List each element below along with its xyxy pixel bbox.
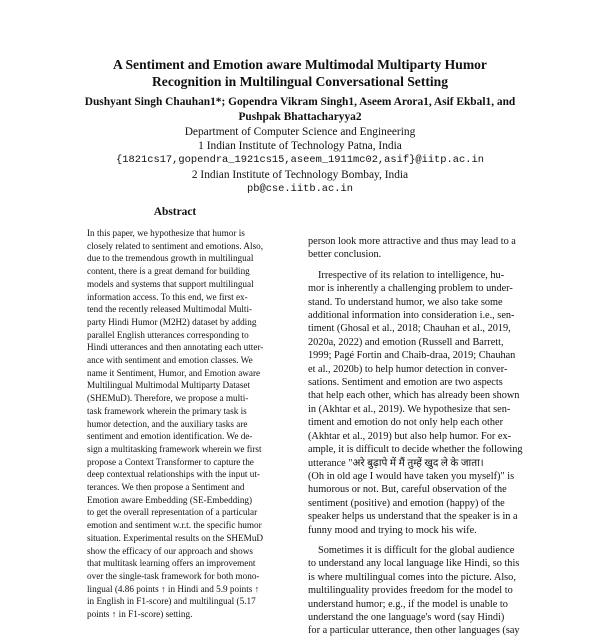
text-line: Multilingual Multimodal Multiparty Dataset (87, 380, 251, 391)
text-line: better conclusion. (308, 249, 382, 261)
text-line: lingual (4.86 points ↑ in Hindi and 5.9 points ↑ (87, 583, 260, 594)
text-line: (SHEMuD). Therefore, we propose a multi- (87, 393, 249, 404)
text-line: (Oh in old age I would have taken you myself)" is (308, 470, 515, 482)
text-line: Irrespective of its relation to intelligence, hu- (318, 269, 505, 281)
text-line: content, there is a great demand for building (87, 266, 250, 277)
text-line: show the efficacy of our approach and shows (87, 545, 253, 556)
text-line: Sometimes it is difficult for the global audience (318, 544, 515, 556)
text-line: to understand any local language like Hindi, so this (308, 558, 520, 570)
text-line: parallel English utterances corresponding to (87, 329, 249, 340)
text-line: additional information into consideration i.e., sen- (308, 310, 515, 322)
text-line: propose a Context Transformer to capture the (87, 456, 254, 467)
text-line: utterance "अरे बुढ़ापे में मैं तुम्हें खुद ले के जाता। (308, 457, 484, 469)
text-line: sentiment (positive) and emotion (happy) of the (308, 497, 505, 509)
institution-1: 1 Indian Institute of Technology Patna, India (198, 140, 402, 153)
email-2: pb@cse.iitb.ac.in (246, 182, 353, 195)
text-line: points ↑ in F1-score) setting. (87, 609, 193, 620)
text-line: person look more attractive and thus may lead to a (308, 236, 516, 247)
authors-line-1: Dushyant Singh Chauhan1*; Gopendra Vikram Singh1, Aseem Arora1, Asif Ekbal1, and (84, 96, 516, 108)
author-list (50, 95, 550, 125)
text-line: in English in F1-score) and multilingual (5.17 (87, 596, 256, 607)
text-line: multilinguality provides freedom for the model to (308, 585, 513, 597)
institution-2: 2 Indian Institute of Technology Bombay, India (191, 168, 409, 181)
text-line: closely related to sentiment and emotions. Also, (87, 240, 264, 251)
text-line: task framework wherein the primary task is (87, 405, 247, 416)
text-line: funny mood and trying to mock his wife. (308, 524, 477, 536)
paragraph-1 (308, 235, 538, 262)
text-line: 2020a, 2022) and emotion (Russell and Barrett, (308, 336, 504, 348)
abstract-heading: Abstract (153, 206, 197, 218)
text-line: In this paper, we hypothesize that humor is (87, 228, 245, 238)
authors-line-2: Pushpak Bhattacharyya2 (238, 111, 362, 123)
text-line: sentiment and emotion identification. We de- (87, 431, 253, 442)
text-line: information access. To this end, we first ex- (87, 291, 248, 302)
text-line: models and systems that support multilingual (87, 278, 254, 289)
text-line: deep contextual relationships with the input ut- (87, 469, 260, 480)
text-line: due to the tremendous growth in multilingual (87, 253, 254, 264)
text-line: Emotion aware Embedding (SE-Embedding) (87, 494, 253, 505)
text-line: for a particular utterance, then other languages (say (308, 625, 520, 637)
title-line-2: Recognition in Multilingual Conversational Setting (151, 74, 449, 89)
text-line: timent (Ghosal et al., 2018; Chauhan et al., 2019, (308, 323, 511, 335)
text-line: Hindi utterances and then annotating each utter- (87, 342, 264, 353)
text-line: timent and emotion do not only help each other (308, 417, 504, 429)
text-line: emotion and sentiment w.r.t. the specific humor (87, 520, 262, 531)
text-line: mor is inherently a challenging problem to under- (308, 283, 513, 295)
paragraph-2 (308, 269, 538, 537)
text-line: 1999; Pagé Fortin and Chaib-draa, 2019; Chauhan (308, 350, 516, 362)
text-line: stand. To understand humor, we also take some (308, 296, 503, 308)
text-line: et al., 2020b) to help humor detection in conver- (308, 363, 508, 375)
text-line: humorous or not. But, careful observation of the (308, 484, 507, 496)
text-line: that multitask learning offers an improvement (87, 558, 256, 569)
department: Department of Computer Science and Engineering (184, 126, 416, 138)
text-line: situation. Experimental results on the SHEMuD (87, 532, 264, 543)
text-line: to get the overall representation of a particular (87, 507, 258, 518)
abstract-body (87, 227, 277, 621)
text-line: (Akhtar et al., 2019) but also help humor. For ex- (308, 430, 512, 442)
text-line: is where multilingual comes into the picture. Also, (308, 571, 516, 583)
text-line: tend the recently released Multimodal Multi- (87, 304, 253, 315)
text-line: understand the one language's word (say Hindi) (308, 611, 505, 623)
text-line: sign a multitasking framework wherein we first (87, 443, 262, 454)
text-line: terances. We then propose a Sentiment and (87, 482, 245, 493)
text-line: speaker helps us understand that the speaker is in a (308, 511, 518, 523)
paragraph-3 (308, 544, 538, 638)
text-line: name it Sentiment, Humor, and Emotion aware (87, 367, 261, 378)
text-line: in (Akhtar et al., 2019). We hypothesize that sen- (308, 403, 511, 415)
text-line: over the single-task framework for both mono- (87, 570, 260, 581)
text-line: ample, it is difficult to decide whether the following (308, 444, 523, 456)
text-line: sations. Sentiment and emotion are two aspects (308, 377, 503, 389)
text-line: that help each other, which has already been shown (308, 390, 520, 402)
body-column-right (308, 235, 538, 638)
affiliations (50, 125, 550, 196)
paper-title (60, 56, 540, 90)
text-line: ance with sentiment and emotion classes. We (87, 355, 253, 366)
text-line: party Hindi Humor (M2H2) dataset by adding (87, 316, 257, 327)
title-line-1: A Sentiment and Emotion aware Multimodal Multiparty Humor (113, 57, 487, 72)
email-1: {1821cs17,gopendra_1921cs15,aseem_1911mc02,asif}@iitp.ac.in (116, 154, 484, 167)
text-line: humor detection, and the auxiliary tasks are (87, 418, 248, 429)
text-line: understand humor; e.g., if the model is unable to (308, 598, 508, 610)
